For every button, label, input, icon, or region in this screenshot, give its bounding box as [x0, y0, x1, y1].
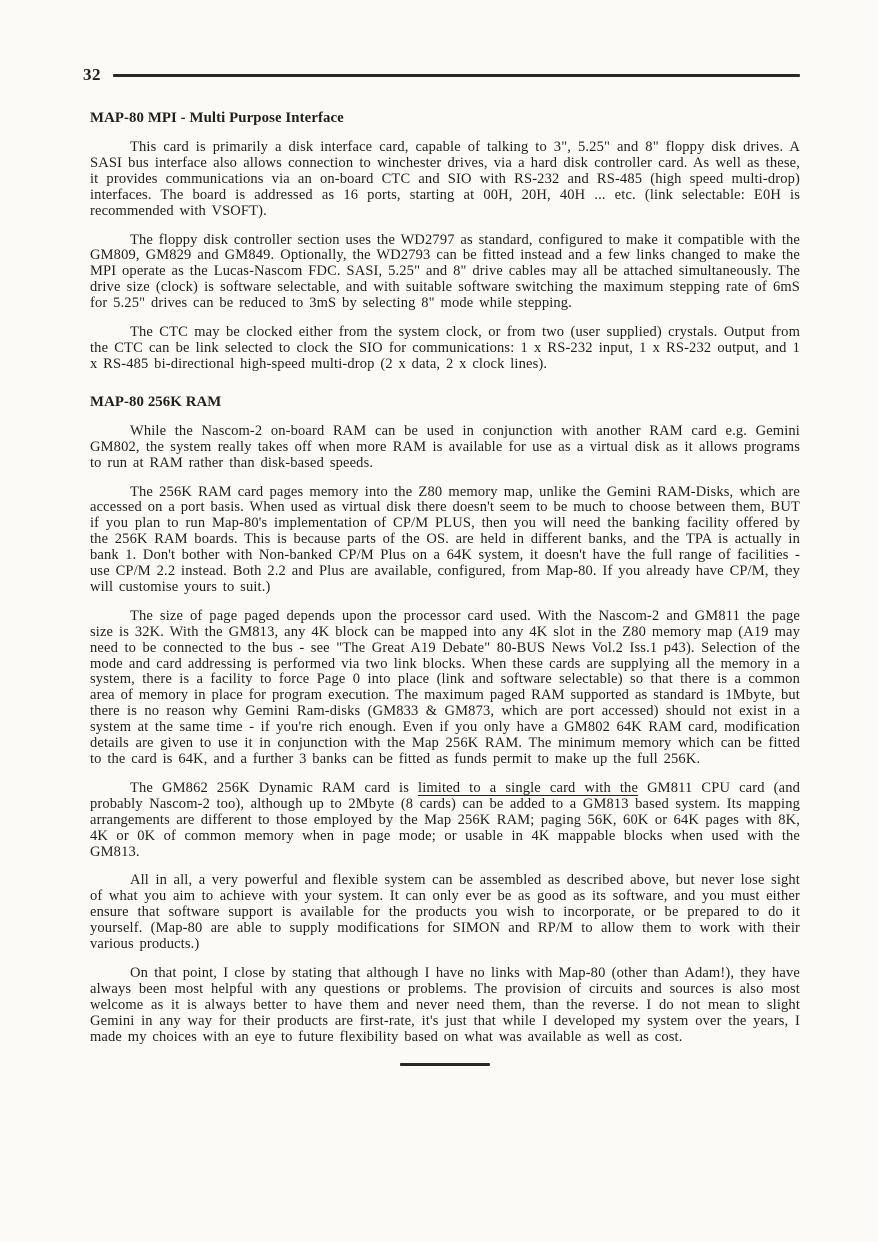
- heading-map80-256k-ram: MAP-80 256K RAM: [90, 393, 222, 410]
- paragraph-ram-gm862: [90, 781, 800, 861]
- gm862-text-before: The GM862 256K Dynamic RAM card is: [130, 779, 419, 796]
- paragraph-summary: All in all, a very powerful and flexible system can be assembled as described above, but never lose sight of what you aim to achieve with your system. It can only ever be as good as its software, and you must either ensure that software support is available for the products you wish to incorporate, or be prepared to do it yourself. (Map-80 are able to supply modifications for SIMON and RP/M to allow them to work with their various products.): [90, 872, 800, 953]
- paragraph-mpi-ctc: The CTC may be clocked either from the system clock, or from two (user supplied) crystals. Output from the CTC can be link selected to clock the SIO for communications: 1 x RS-232 input, 1 x RS-232 output, and 1 x RS-485 bi-directional high-speed multi-drop (2 x data, 2 x clock lines).: [90, 324, 800, 372]
- paragraph-mpi-fdc: The floppy disk controller section uses the WD2797 as standard, configured to make it compatible with the GM809, GM829 and GM849. Optionally, the WD2793 can be fitted instead and a few links changed to make the MPI operate as the Lucas-Nascom FDC. SASI, 5.25" and 8" drive cables may all be attached simultaneously. The drive size (clock) is software selectable, and with suitable software switching the maximum stepping rate of 6mS for 5.25" drives can be reduced to 3mS by selecting 8" mode while stepping.: [90, 231, 800, 312]
- page-body: [90, 110, 800, 1066]
- paragraph-ram-paging: The 256K RAM card pages memory into the Z80 memory map, unlike the Gemini RAM-Disks, which are accessed on a port basis. When used as virtual disk there doesn't seem to be much to choose between them, BUT if you plan to run Map-80's implementation of CP/M PLUS, then you will need the banking facility offered by the 256K RAM boards. This is because parts of the OS. are held in different banks, and the TPA is actually in bank 1. Don't bother with Non-banked CP/M Plus on a 64K system, it doesn't have the full range of facilities - use CP/M 2.2 instead. Both 2.2 and Plus are available, configured, from Map-80. If you already have CP/M, they will customise yours to suit.): [90, 483, 800, 595]
- gm862-underlined-phrase: limited to a single card with the: [418, 779, 639, 796]
- header-rule: [113, 74, 800, 77]
- heading-map80-mpi: MAP-80 MPI - Multi Purpose Interface: [90, 110, 344, 126]
- paragraph-ram-intro: While the Nascom-2 on-board RAM can be used in conjunction with another RAM card e.g. Gemini GM802, the system really takes off when more RAM is available for use as a virtual disk as it allows programs to run at RAM rather than disk-based speeds.: [90, 422, 800, 471]
- page-header: [83, 66, 800, 83]
- paragraph-closing-remarks: On that point, I close by stating that although I have no links with Map-80 (other than Adam!), they have always been most helpful with any questions or problems. The provision of circuits and sources is also most welcome as it is always better to have them and never need them, than the reverse. I do not mean to slight Gemini in any way for their products are first-rate, it's just that while I developed my system over the years, I made my choices with an eye to future flexibility based on what was available as well as cost.: [90, 964, 800, 1045]
- paragraph-ram-pagesize: The size of page paged depends upon the processor card used. With the Nascom-2 and GM811 the page size is 32K. With the GM813, any 4K block can be mapped into any 4K slot in the Z80 memory map (A19 may need to be connected to the bus - see "The Great A19 Debate" 80-BUS News Vol.2 Iss.1 p43). Selection of the mode and card addressing is performed via two link blocks. When these cards are supplying all the memory in a system, there is a facility to force Page 0 into place (link and software selectable) so that there is a common area of memory in place for program execution. The maximum paged RAM supported as standard is 1Mbyte, but there is no reason why Gemini Ram-disks (GM833 & GM873, which are port accessed) should not exist in a system at the same time - if you're rich enough. Even if you only have a GM802 64K RAM card, modification details are given to use it in conjunction with the Map 256K RAM. The minimum memory which can be fitted to the card is 64K, and a further 3 banks can be fitted as funds permit to make up the full 256K.: [90, 607, 800, 767]
- gm862-text-after: GM811 CPU card (and probably Nascom-2 too), although up to 2Mbyte (8 cards) can be added to a GM813 based system. Its mapping arrangements are different to those employed by the Map 256K RAM; paging 56K, 60K or 64K pages with 8K, 4K or 0K of common memory when in page mode; or usable in 4K mappable blocks when used with the GM813.: [90, 779, 801, 860]
- page-number: 32: [83, 65, 101, 84]
- end-rule: [400, 1063, 490, 1066]
- paragraph-mpi-intro: This card is primarily a disk interface card, capable of talking to 3", 5.25" and 8" floppy disk drives. A SASI bus interface also allows connection to winchester drives, via a hard disk controller card. As well as these, it provides communications via an on-board CTC and SIO with RS-232 and RS-485 (high speed multi-drop) interfaces. The board is addressed as 16 ports, starting at 00H, 20H, 40H ... etc. (link selectable: E0H is recommended with VSOFT).: [90, 139, 800, 219]
